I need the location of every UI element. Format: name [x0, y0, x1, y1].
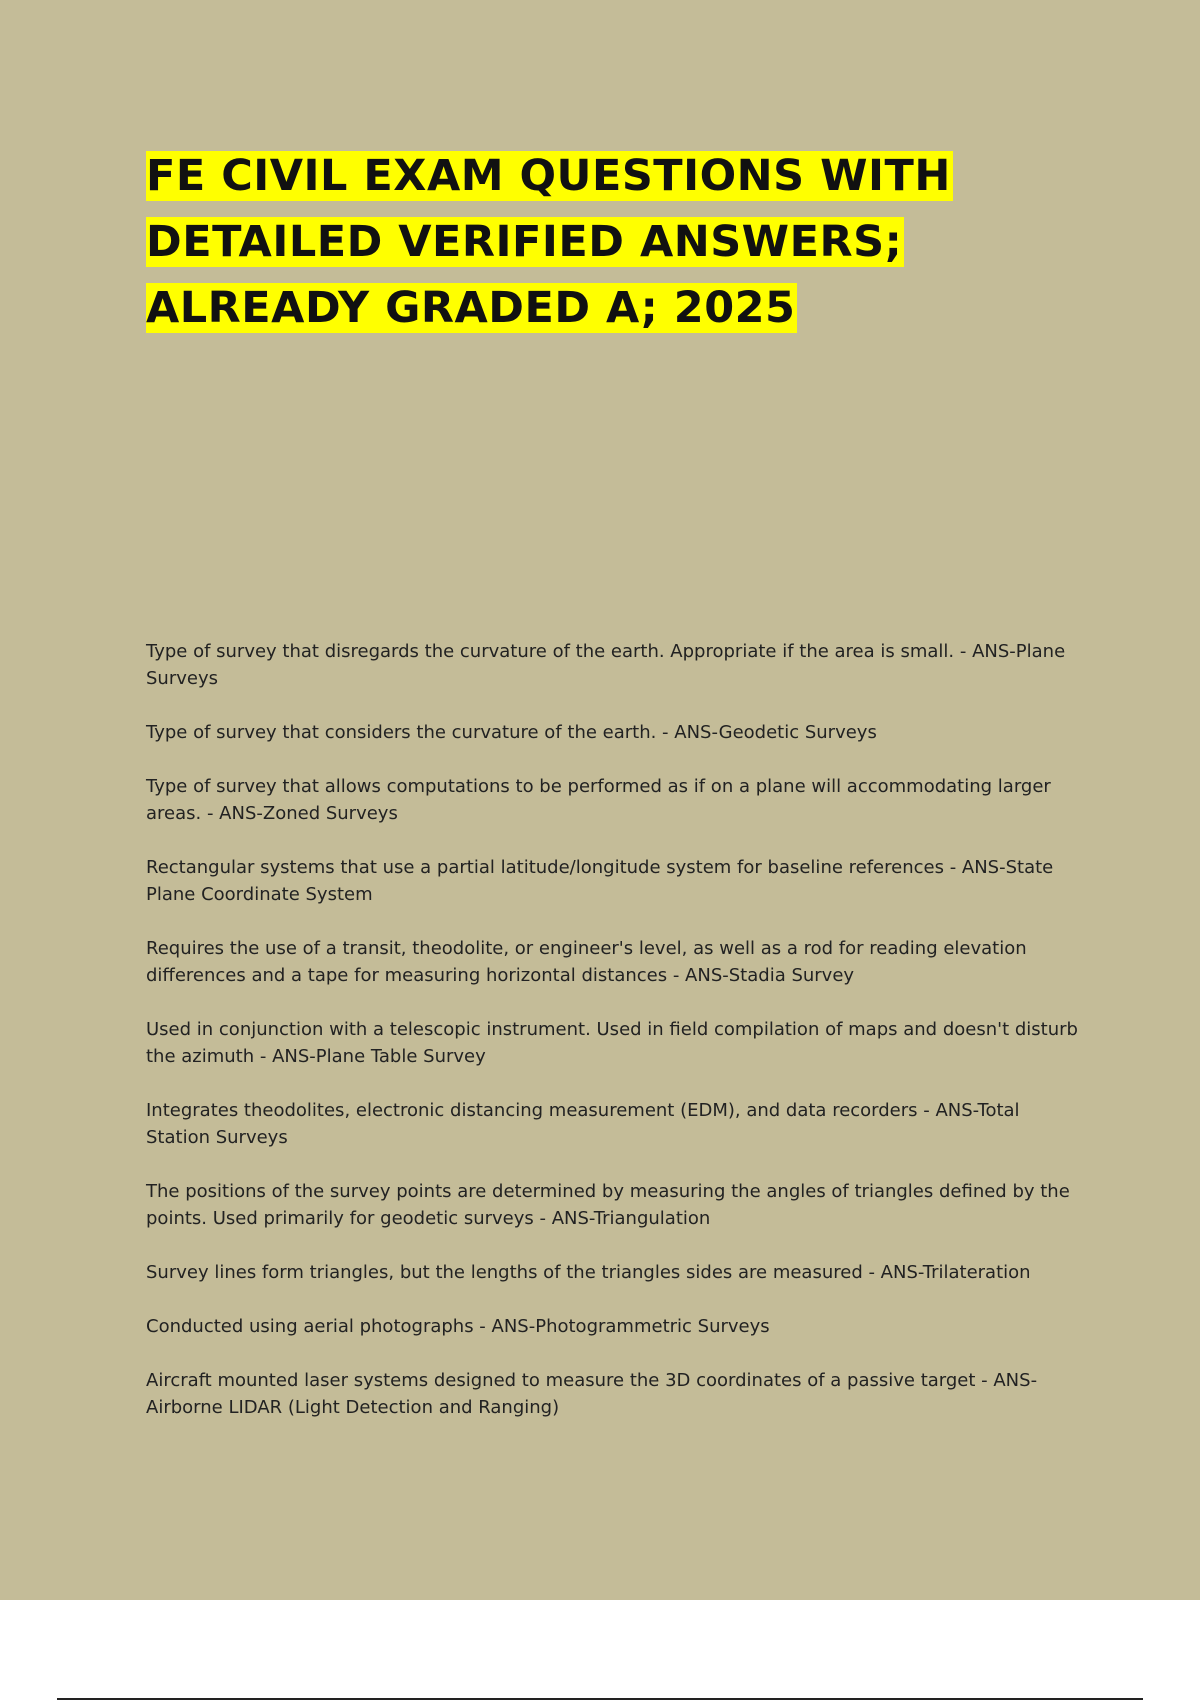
qa-item: Survey lines form triangles, but the lengths of the triangles sides are measured - ANS-Trilateration: [146, 1262, 1031, 1283]
qa-item: Rectangular systems that use a partial latitude/longitude system for baseline references - ANS-State Plane Coordinate System: [146, 857, 1054, 905]
qa-item: Used in conjunction with a telescopic instrument. Used in field compilation of maps and doesn't disturb the azimuth - ANS-Plane Table Survey: [146, 1019, 1078, 1067]
qa-item: The positions of the survey points are determined by measuring the angles of triangles defined by the points. Used primarily for geodetic surveys - ANS-Triangulation: [146, 1181, 1070, 1229]
title-line: [146, 209, 1046, 275]
title-line-text: ALREADY GRADED A; 2025: [146, 283, 796, 333]
qa-item: Integrates theodolites, electronic distancing measurement (EDM), and data recorders - ANS-Total Station Surveys: [146, 1100, 1020, 1148]
qa-item: Conducted using aerial photographs - ANS-Photogrammetric Surveys: [146, 1316, 770, 1337]
qa-item: Type of survey that disregards the curvature of the earth. Appropriate if the area is small. - ANS-Plane Surveys: [146, 641, 1066, 689]
qa-item: Type of survey that allows computations to be performed as if on a plane will accommodating larger areas. - ANS-Zoned Surveys: [146, 776, 1051, 824]
qa-item: Type of survey that considers the curvature of the earth. - ANS-Geodetic Surveys: [146, 722, 877, 743]
qa-list: [146, 638, 1086, 1448]
title-line-text: DETAILED VERIFIED ANSWERS;: [146, 217, 903, 267]
title-line-text: FE CIVIL EXAM QUESTIONS WITH: [146, 151, 951, 201]
title-line: [146, 143, 1046, 209]
title-line: [146, 275, 1046, 341]
document-title: [146, 143, 1046, 341]
qa-item: Requires the use of a transit, theodolite, or engineer's level, as well as a rod for reading elevation differences and a tape for measuring horizontal distances - ANS-Stadia Survey: [146, 938, 1027, 986]
qa-item: Aircraft mounted laser systems designed to measure the 3D coordinates of a passive target - ANS-Airborne LIDAR (Light Detection and Ranging): [146, 1370, 1038, 1418]
